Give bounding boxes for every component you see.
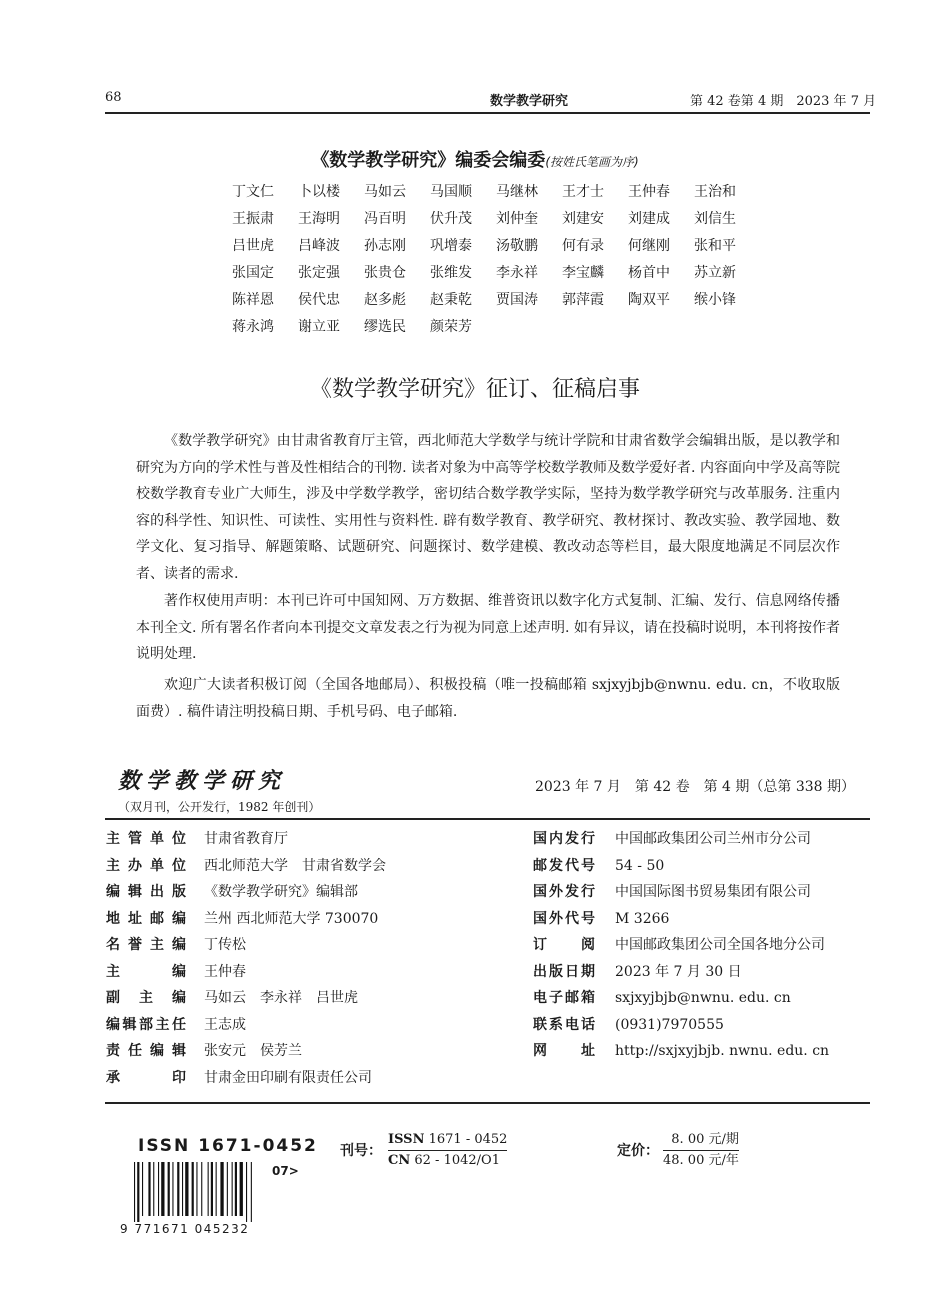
colophon-value: 甘肃省教育厅 [204,831,288,847]
colophon-value: 王仲春 [204,963,246,980]
colophon-label: 电子邮箱 [533,990,595,1006]
barcode-bar [185,1162,188,1216]
board-member-name: 张贵仓 [364,265,406,281]
board-member-name: 张国定 [232,265,274,281]
board-member-name: 马继林 [496,184,538,200]
barcode-bar [235,1162,237,1216]
issue-line: 2023 年 7 月 第 42 卷 第 4 期（总第 338 期） [535,779,856,795]
colophon-value: 2023 年 7 月 30 日 [615,963,742,980]
colophon-label: 联系电话 [533,1016,595,1033]
colophon-right-row [533,1038,829,1065]
barcode-addon: 07> [272,1164,299,1178]
colophon-left-row [106,879,386,906]
board-member-name: 缑小锋 [694,292,736,308]
barcode-bar [216,1162,217,1216]
colophon-label: 名誉主编 [106,937,186,953]
colophon-value: M 3266 [615,910,670,927]
colophon-left-row [106,1065,386,1092]
colophon-right-row [533,985,829,1012]
colophon-right-row [533,932,829,959]
board-member-name: 刘建安 [562,211,604,227]
colophon-left-row [106,853,386,880]
colophon-bottom-rule [105,1102,870,1104]
colophon-left-row [106,959,386,986]
board-member-name: 张定强 [298,265,340,281]
colophon-top-rule [105,818,870,820]
colophon-right-row [533,1012,829,1039]
colophon-right-row [533,906,829,933]
barcode-bar [172,1162,173,1216]
board-member-name: 马如云 [364,184,406,200]
board-member-name: 王才士 [562,184,604,200]
colophon-value: 中国国际图书贸易集团有限公司 [615,884,811,900]
board-member-name: 郭萍霞 [562,292,604,308]
board-member-name: 颜荣芳 [430,319,472,335]
board-member-name: 苏立新 [694,265,736,281]
colophon-value: 54 - 50 [615,857,665,874]
board-member-name: 何有录 [562,238,604,254]
barcode-bar [192,1162,194,1216]
colophon-left-row [106,1038,386,1065]
board-member-name: 丁文仁 [232,184,274,200]
colophon-label: 主编 [106,963,186,980]
colophon-label: 编辑出版 [106,884,186,900]
journal-logo: 数学教学研究 [118,768,287,794]
colophon-left-table [106,826,386,1091]
issn-value: 1671 - 0452 [428,1132,508,1147]
barcode-bar [142,1162,143,1216]
colophon-right-table [533,826,829,1065]
board-member-name: 李永祥 [496,265,538,281]
board-member-list [232,182,792,337]
board-member-name: 刘信生 [694,211,736,227]
board-member-name: 陈祥恩 [232,292,274,308]
barcode-bar [251,1162,252,1222]
colophon-value: 张安元 侯芳兰 [204,1043,302,1059]
board-member-name: 王治和 [694,184,736,200]
price-label: 定价： [617,1143,659,1159]
board-member-name: 贾国涛 [496,292,538,308]
barcode-digits: 9 771671 045232 [120,1222,250,1236]
colophon-value: 《数学教学研究》编辑部 [204,884,358,900]
board-member-name: 卜以楼 [298,184,340,200]
colophon-label: 邮发代号 [533,857,595,874]
board-member-name: 王仲春 [628,184,670,200]
board-member-name: 吕峰波 [298,238,340,254]
board-member-name: 蒋永鸿 [232,319,274,335]
kanhao-label: 刊号： [340,1143,382,1159]
barcode-bar [196,1162,197,1216]
journal-logo-subtitle: （双月刊，公开发行，1982 年创刊） [118,800,321,814]
running-head-issue: 第 42 卷第 4 期 2023 年 7 月 [690,94,877,109]
barcode-bar [240,1162,243,1216]
colophon-value: (0931)7970555 [615,1016,724,1033]
colophon-value: 王志成 [204,1016,246,1033]
colophon-value: 中国邮政集团公司全国各地分公司 [615,937,825,953]
price-per-issue: 8. 00 元/期 [663,1130,739,1151]
barcode-bar [208,1162,209,1216]
notice-title: 《数学教学研究》征订、征稿启事 [309,377,640,402]
colophon-label: 地址邮编 [106,910,186,927]
colophon-label: 副主编 [106,990,186,1006]
colophon-right-row [533,959,829,986]
board-member-name: 侯代忠 [298,292,340,308]
cn-value: 62 - 1042/O1 [414,1153,500,1168]
board-member-name: 谢立亚 [298,319,340,335]
header-rule [105,112,870,114]
page-number: 68 [105,90,122,105]
barcode-bar [134,1162,135,1222]
colophon-left-row [106,932,386,959]
board-member-name: 陶双平 [628,292,670,308]
colophon-value: 西北师范大学 甘肃省数学会 [204,857,386,874]
board-member-name: 杨首中 [628,265,670,281]
board-member-name: 缪选民 [364,319,406,335]
board-member-name: 巩增泰 [430,238,472,254]
board-title-text: 《数学教学研究》编委会编委 [311,150,546,171]
colophon-right-row [533,826,829,853]
colophon-label: 国内发行 [533,831,595,847]
notice-paragraph-3: 欢迎广大读者积极订阅（全国各地邮局）、积极投稿（唯一投稿邮箱 sxjxyjbjb@nwnu. edu. cn，不收取版面费）. 稿件请注明投稿日期、手机号码、电子邮箱. [136,677,840,720]
price-per-year: 48. 00 元/年 [663,1153,739,1168]
colophon-label: 网址 [533,1043,595,1059]
barcode-bar [220,1162,223,1216]
barcode-bar [158,1162,159,1216]
barcode-bar [148,1162,150,1216]
barcode-bar [153,1162,154,1216]
issn-label: ISSN [388,1132,425,1147]
barcode-bar [246,1162,247,1222]
board-member-name: 张和平 [694,238,736,254]
board-member-name: 伏升茂 [430,211,472,227]
issn-barcode-label: ISSN 1671-0452 [138,1136,318,1156]
board-member-name: 刘仲奎 [496,211,538,227]
colophon-label: 国外发行 [533,884,595,900]
board-member-name: 赵秉乾 [430,292,472,308]
barcode-bar [201,1162,202,1216]
colophon-left-row [106,1012,386,1039]
colophon-label: 出版日期 [533,963,595,980]
board-member-name: 王海明 [298,211,340,227]
colophon-left-row [106,826,386,853]
board-member-name: 刘建成 [628,211,670,227]
board-member-name: 马国顺 [430,184,472,200]
colophon-label: 承印 [106,1069,186,1086]
colophon-left-row [106,906,386,933]
board-member-name: 孙志刚 [364,238,406,254]
colophon-value: 甘肃金田印刷有限责任公司 [204,1069,372,1086]
board-title-note: (按姓氏笔画为序) [545,155,639,169]
board-member-name: 张维发 [430,265,472,281]
notice-paragraph-2: 著作权使用声明：本刊已许可中国知网、万方数据、维普资讯以数字化方式复制、汇编、发行、信息网络传播本刊全文. 所有署名作者向本刊提交文章发表之行为视为同意上述声明. 如有异议，请在投稿时说明，本刊将按作者说明处理. [136,593,840,662]
colophon-label: 主办单位 [106,857,186,874]
colophon-label: 编辑部主任 [106,1016,186,1033]
price-values [663,1130,739,1171]
board-title [0,146,950,172]
colophon-value: 马如云 李永祥 吕世虎 [204,990,358,1006]
barcode-bar [211,1162,213,1216]
kanhao-values [388,1130,507,1171]
colophon-value: http://sxjxyjbjb. nwnu. edu. cn [615,1043,830,1059]
board-member-name: 赵多彪 [364,292,406,308]
barcode-bar [161,1162,164,1216]
notice-paragraph-1: 《数学教学研究》由甘肃省教育厅主管，西北师范大学数学与统计学院和甘肃省数学会编辑出版，是以教学和研究为方向的学术性与普及性相结合的刊物. 读者对象为中高等学校数学教师及数学爱好者. 内容面向中学及高等院校数学教育专业广大师生，涉及中学数学教学，密切结合数学教学实际，坚持为数学教学研究与改革服务. 注重内容的科学性、知识性、可读性、实用性与资料性. 辟有数学教育、教学研究、教材探讨、教改实验、教学园地、数学文化、复习指导、解题策略、试题研究、问题探讨、数学建模、教改动态等栏目，最大限度地满足不同层次作者、读者的需求. [136,433,840,582]
barcode-bar [168,1162,170,1216]
barcode-bar [137,1162,139,1222]
colophon-left-row [106,985,386,1012]
colophon-value: sxjxyjbjb@nwnu. edu. cn [615,990,791,1006]
cn-label: CN [388,1153,411,1168]
colophon-value: 兰州 西北师范大学 730070 [204,910,379,927]
board-member-name: 王振肃 [232,211,274,227]
colophon-value: 中国邮政集团公司兰州市分公司 [615,831,811,847]
board-member-name: 冯百明 [364,211,406,227]
board-member-name: 汤敬鹏 [496,238,538,254]
colophon-value: 丁传松 [204,937,246,953]
colophon-right-row [533,879,829,906]
barcode-bar [227,1162,228,1216]
board-member-name: 吕世虎 [232,238,274,254]
barcode-bar [232,1162,233,1216]
barcode-bar [182,1162,183,1216]
colophon-label: 责任编辑 [106,1043,186,1059]
running-head-journal: 数学教学研究 [490,94,569,109]
colophon-label: 国外代号 [533,910,595,927]
board-member-name: 何继刚 [628,238,670,254]
barcode-bar [177,1162,179,1216]
colophon-right-row [533,853,829,880]
board-member-name: 李宝麟 [562,265,604,281]
colophon-label: 主管单位 [106,831,186,847]
colophon-label: 订阅 [533,937,595,953]
